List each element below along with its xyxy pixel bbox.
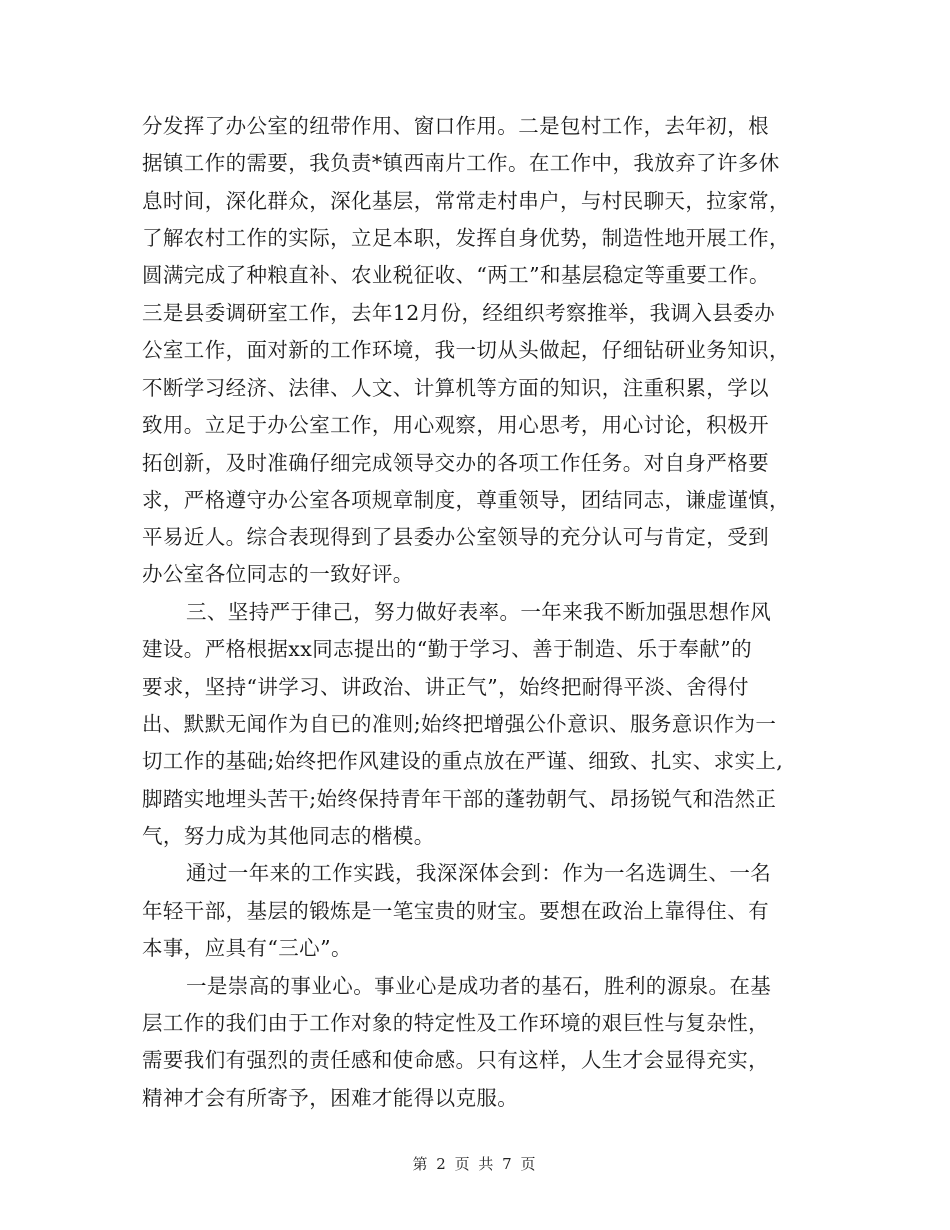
paragraph-start-line: 一是崇高的事业心。事业心是成功者的基石，胜利的源泉。在基: [186, 974, 772, 998]
text-line: 拓创新，及时准确仔细完成领导交办的各项工作任务。对自身严格要: [142, 451, 769, 475]
paragraph-start-line: 通过一年来的工作实践，我深深体会到：作为一名选调生、一名: [186, 861, 772, 885]
text-line: 三是县委调研室工作，去年12月份，经组织考察推举，我调入县委办: [142, 301, 775, 325]
text-line: 需要我们有强烈的责任感和使命感。只有这样，人生才会显得充实，: [142, 1048, 769, 1072]
text-line: 分发挥了办公室的纽带作用、窗口作用。二是包村工作，去年初，根: [142, 114, 769, 138]
text-line: 切工作的基础;始终把作风建设的重点放在严谨、细致、扎实、求实上,: [142, 749, 784, 773]
text-line: 圆满完成了种粮直补、农业税征收、“两工”和基层稳定等重要工作。: [142, 263, 770, 287]
text-line: 致用。立足于办公室工作，用心观察，用心思考，用心讨论，积极开: [142, 413, 769, 437]
text-line: 平易近人。综合表现得到了县委办公室领导的充分认可与肯定，受到: [142, 525, 769, 549]
text-line: 息时间，深化群众，深化基层，常常走村串户，与村民聊天，拉家常，: [142, 189, 790, 213]
text-line: 出、默默无闻作为自已的准则;始终把增强公仆意识、服务意识作为一: [142, 712, 777, 736]
text-line: 精神才会有所寄予，困难才能得以克服。: [142, 1086, 519, 1110]
text-line: 脚踏实地埋头苦干;始终保持青年干部的蓬勃朝气、昂扬锐气和浩然正: [142, 787, 777, 811]
text-line: 层工作的我们由于工作对象的特定性及工作环境的艰巨性与复杂性，: [142, 1011, 769, 1035]
text-line: 建设。严格根据xx同志提出的“勤于学习、善于制造、乐于奉献”的: [142, 637, 752, 661]
page-number-footer: 第 2 页 共 7 页: [412, 1155, 538, 1173]
text-line: 本事，应具有“三心”。: [142, 936, 352, 960]
paragraph-start-line: 三、坚持严于律己，努力做好表率。一年来我不断加强思想作风: [186, 600, 772, 624]
text-line: 年轻干部，基层的锻炼是一笔宝贵的财宝。要想在政治上靠得住、有: [142, 899, 769, 923]
text-line: 要求，坚持“讲学习、讲政治、讲正气”，始终把耐得平淡、舍得付: [142, 675, 749, 699]
text-line: 求，严格遵守办公室各项规章制度，尊重领导，团结同志，谦虚谨慎，: [142, 488, 790, 512]
text-line: 了解农村工作的实际，立足本职，发挥自身优势，制造性地开展工作，: [142, 226, 790, 250]
text-line: 不断学习经济、法律、人文、计算机等方面的知识，注重积累，学以: [142, 376, 769, 400]
text-line: 公室工作，面对新的工作环境，我一切从头做起，仔细钻研业务知识，: [142, 338, 790, 362]
text-line: 据镇工作的需要，我负责*镇西南片工作。在工作中，我放弃了许多休: [142, 151, 780, 175]
text-line: 办公室各位同志的一致好评。: [142, 562, 414, 586]
text-line: 气，努力成为其他同志的楷模。: [142, 824, 435, 848]
